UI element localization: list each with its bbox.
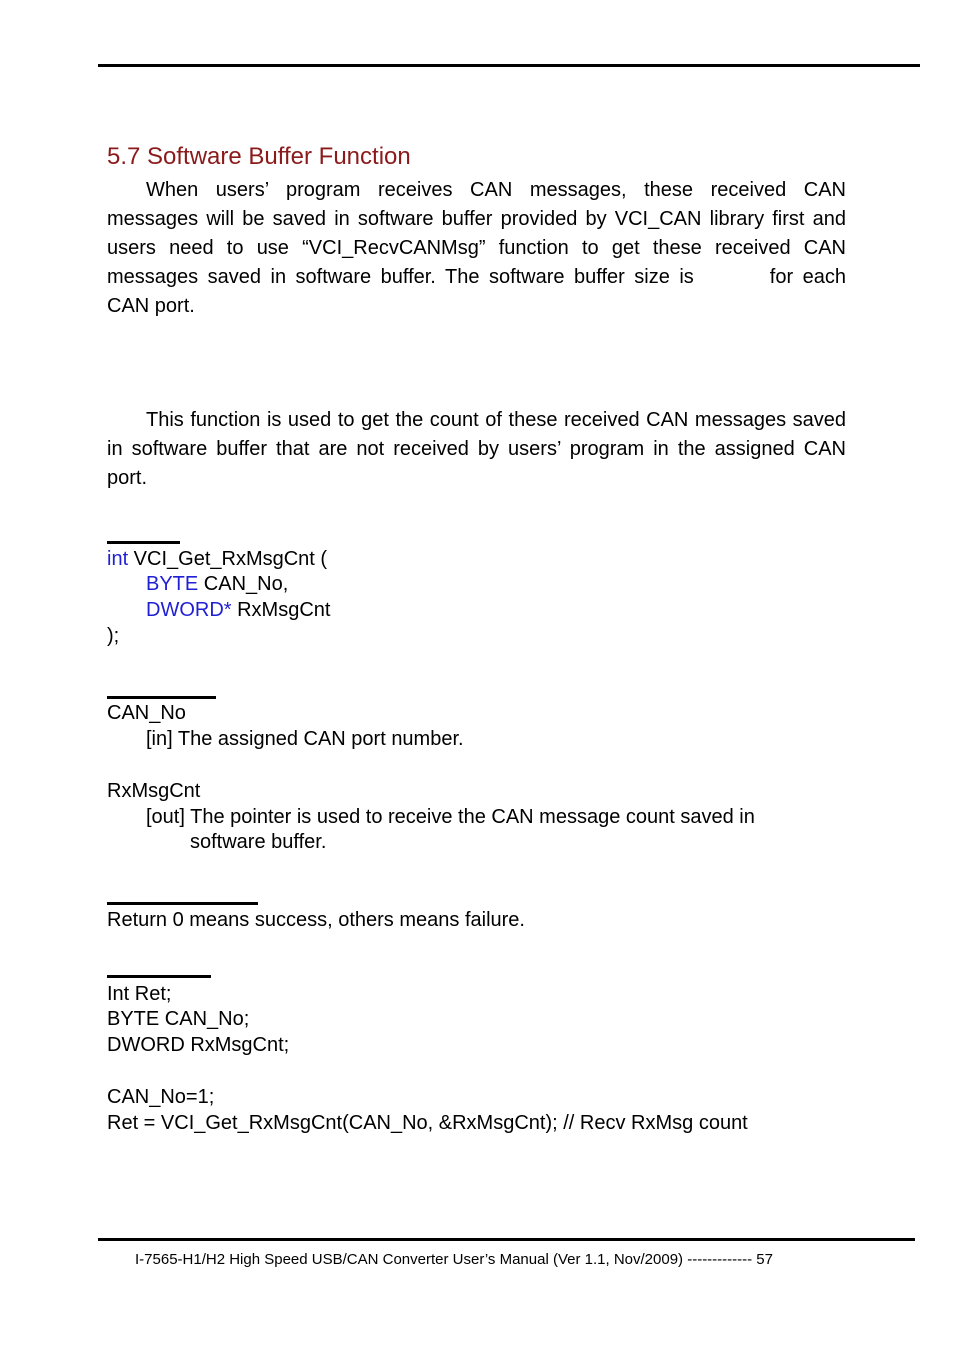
param1-name: CAN_No, (198, 573, 289, 595)
param2-description-cont: software buffer. (190, 831, 327, 853)
intro-tail: for each CAN port. (107, 266, 846, 317)
intro-paragraph (107, 176, 846, 321)
example-line-4: CAN_No=1; (107, 1086, 215, 1108)
param2-label: RxMsgCnt (107, 780, 201, 802)
header-rule (98, 64, 920, 67)
intro-text: When users’ program receives CAN messages, these received CAN messages will be saved in software buffer provided by VCI_CAN library first and users need to use “VCI_RecvCANMsg” function to get these received CAN messages saved in software buffer. The software buffer size is (107, 179, 846, 288)
param2-description: [out] The pointer is used to receive the CAN message count saved in (146, 806, 755, 828)
param2-type: DWORD* (146, 599, 232, 621)
example-underline (107, 975, 211, 978)
syntax-underline (107, 541, 180, 544)
section-heading: 5.7 Software Buffer Function (107, 143, 411, 170)
example-line-3: DWORD RxMsgCnt; (107, 1034, 290, 1056)
return-underline (107, 902, 258, 905)
function-description: This function is used to get the count of these received CAN messages saved in software buffer that are not received by users’ program in the assigned CAN port. (107, 409, 846, 489)
example-line-2: BYTE CAN_No; (107, 1008, 250, 1030)
example-line-5: Ret = VCI_Get_RxMsgCnt(CAN_No, &RxMsgCnt); // Recv RxMsg count (107, 1112, 748, 1134)
param2-name: RxMsgCnt (231, 599, 331, 621)
return-type: int (107, 548, 129, 570)
example-line-1: Int Ret; (107, 983, 172, 1005)
page-footer: I-7565-H1/H2 High Speed USB/CAN Converter User’s Manual (Ver 1.1, Nov/2009) ------------- 57 (135, 1251, 773, 1268)
params-underline (107, 696, 216, 699)
param1-type: BYTE (146, 573, 199, 595)
return-text: Return 0 means success, others means failure. (107, 909, 525, 931)
footer-rule (98, 1238, 915, 1241)
syntax-line-3 (146, 597, 330, 623)
syntax-line-1 (107, 546, 327, 572)
syntax-line-2 (146, 571, 288, 597)
function-name: VCI_Get_RxMsgCnt ( (128, 548, 328, 570)
param1-label: CAN_No (107, 702, 186, 724)
param1-description: [in] The assigned CAN port number. (146, 728, 464, 750)
syntax-close: ); (107, 625, 120, 647)
